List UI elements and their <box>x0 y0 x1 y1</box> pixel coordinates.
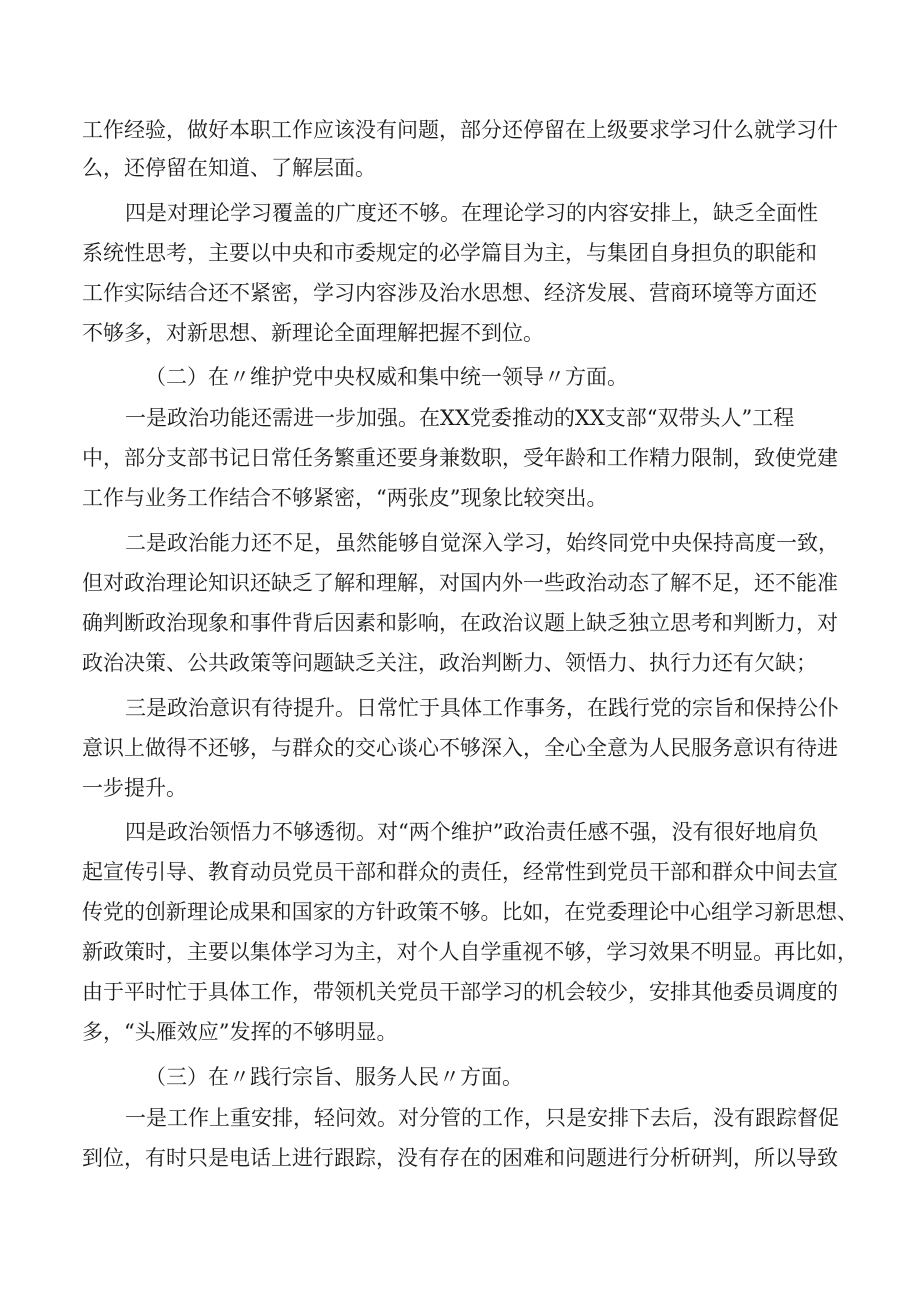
text-line: 多，“头雁效应”发挥的不够明显。 <box>82 1020 398 1044</box>
text-line: 意识上做得不还够，与群众的交心谈心不够深入，全心全意为人民服务意识有待进 <box>82 736 838 760</box>
heading-line: （二）在〃维护党中央权威和集中统一领导〃方面。 <box>145 365 628 389</box>
text-line: 二是政治能力还不足，虽然能够自觉深入学习，始终同党中央保持高度一致， <box>125 531 839 555</box>
text-line: 不够多，对新思想、新理论全面理解把握不到位。 <box>82 321 544 345</box>
text-line: 一是工作上重安排，轻问效。对分管的工作，只是安排下去后，没有跟踪督促 <box>125 1106 839 1130</box>
text-line: 到位，有时只是电话上进行跟踪，没有存在的困难和问题进行分析研判，所以导致 <box>82 1146 838 1170</box>
text-line: 政治决策、公共政策等问题缺乏关注，政治判断力、领悟力、执行力还有欠缺； <box>82 651 817 675</box>
text-line: 但对政治理论知识还缺乏了解和理解，对国内外一些政治动态了解不足，还不能准 <box>82 571 838 595</box>
heading-line: （三）在〃践行宗旨、服务人民〃方面。 <box>145 1065 523 1089</box>
text-line: 工作与业务工作结合不够紧密，“两张皮”现象比较突出。 <box>82 486 608 510</box>
text-line: 三是政治意识有待提升。日常忙于具体工作事务，在践行党的宗旨和保持公仆 <box>125 696 839 720</box>
text-line: 新政策时，主要以集体学习为主，对个人自学重视不够，学习效果不明显。再比如， <box>82 940 858 964</box>
text-line: 系统性思考，主要以中央和市委规定的必学篇目为主，与集团自身担负的职能和 <box>82 241 817 265</box>
text-line: 起宣传引导、教育动员党员干部和群众的责任，经常性到党员干部和群众中间去宣 <box>82 860 838 884</box>
text-line: 四是对理论学习覆盖的广度还不够。在理论学习的内容安排上，缺乏全面性 <box>125 201 818 225</box>
text-line: 传党的创新理论成果和国家的方针政策不够。比如，在党委理论中心组学习新思想、 <box>82 900 858 924</box>
text-line: 由于平时忙于具体工作，带领机关党员干部学习的机会较少，安排其他委员调度的 <box>82 980 838 1004</box>
text-line: 四是政治领悟力不够透彻。对“两个维护”政治责任感不强，没有很好地肩负 <box>125 820 819 844</box>
text-line: 一是政治功能还需进一步加强。在XX党委推动的XX支部“双带头人”工程 <box>125 406 795 430</box>
text-line: 中，部分支部书记日常任务繁重还要身兼数职，受年龄和工作精力限制，致使党建 <box>82 446 838 470</box>
text-line: 工作实际结合还不紧密，学习内容涉及治水思想、经济发展、营商环境等方面还 <box>82 281 817 305</box>
text-line: 确判断政治现象和事件背后因素和影响，在政治议题上缺乏独立思考和判断力，对 <box>82 611 838 635</box>
text-line: 一步提升。 <box>82 776 187 800</box>
text-line: 么，还停留在知道、了解层面。 <box>82 156 376 180</box>
text-line: 工作经验，做好本职工作应该没有问题，部分还停留在上级要求学习什么就学习什 <box>82 118 838 142</box>
